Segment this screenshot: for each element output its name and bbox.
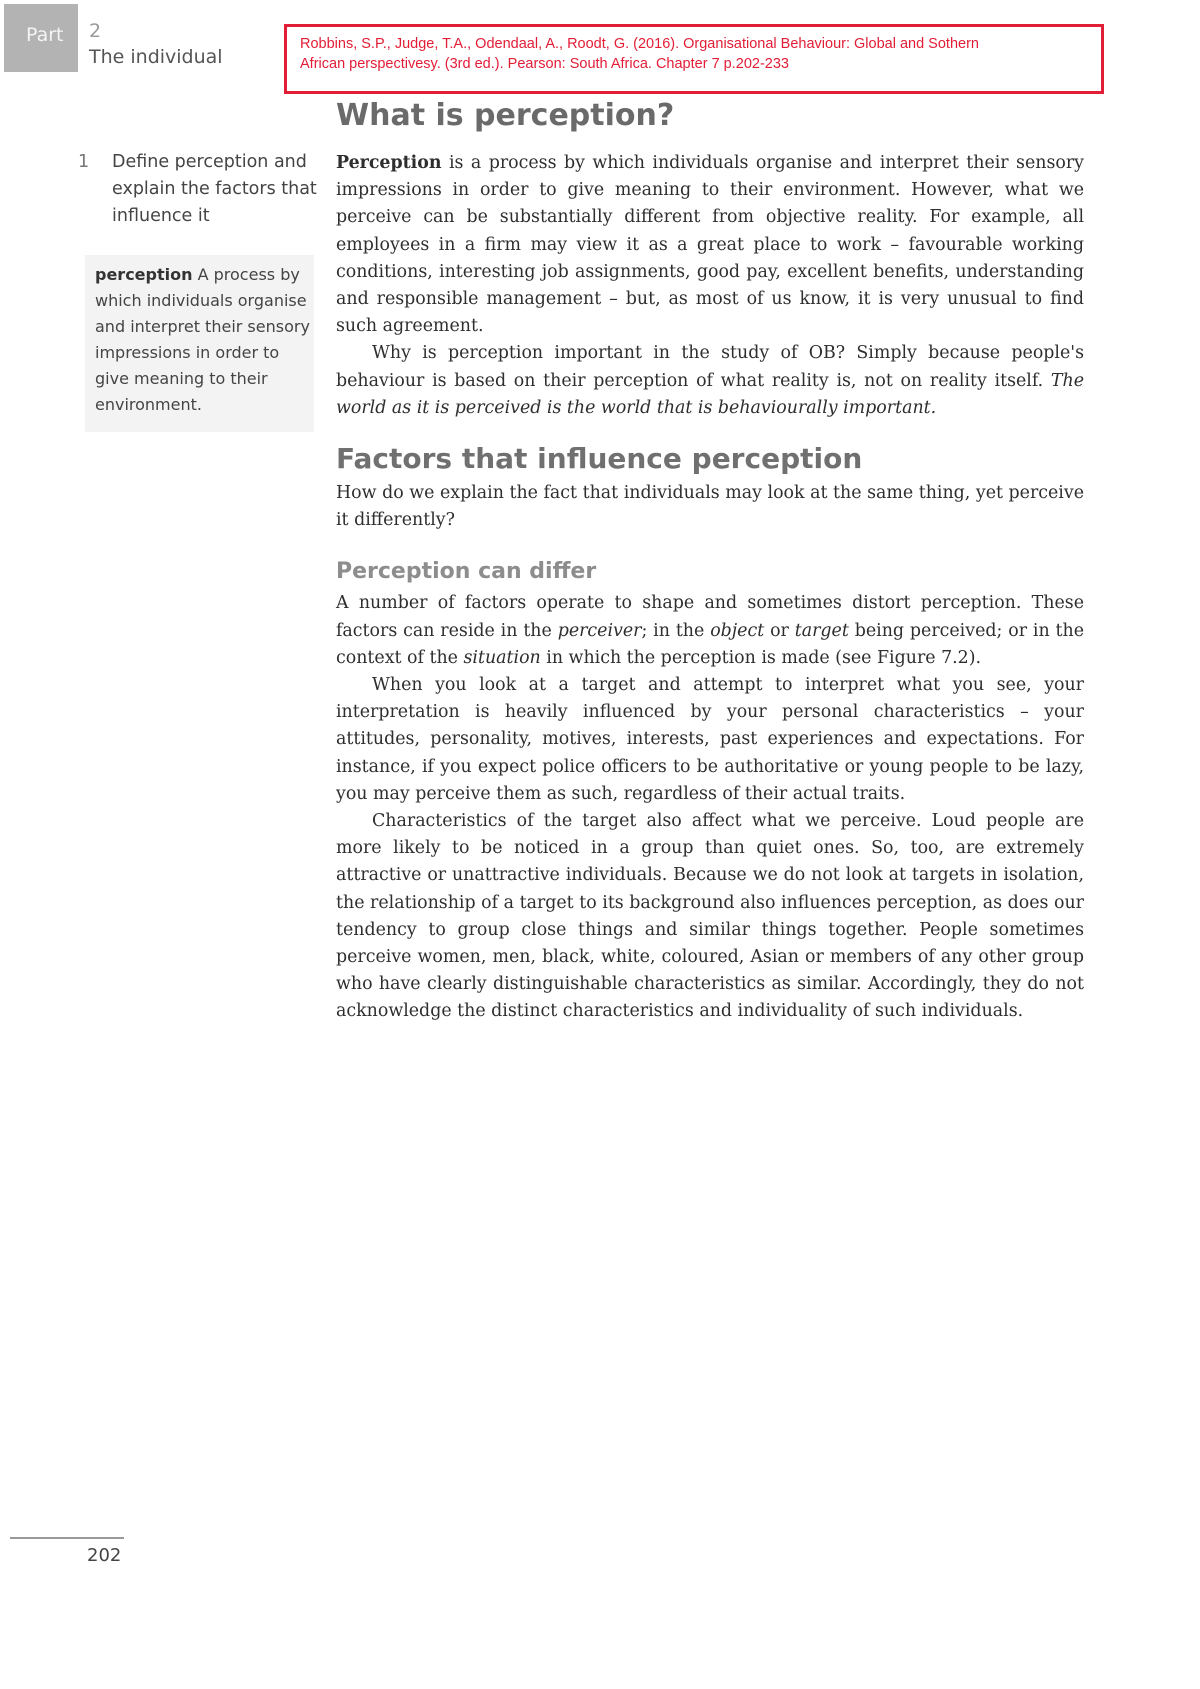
- paragraph: [336, 150, 1084, 340]
- key-term: Perception: [336, 153, 442, 173]
- italic-term-object: object: [710, 620, 765, 641]
- page-number: 202: [87, 1545, 122, 1566]
- glossary-definition: A process by which individuals organise and interpret their sensory impressions in order to give meaning to their environment.: [95, 265, 310, 414]
- part-title: The individual: [89, 46, 223, 68]
- paragraph: [336, 340, 1084, 422]
- italic-quote: The world as it is perceived is the world that is behaviourally important.: [336, 370, 1085, 418]
- paragraph-text: A number of factors operate to shape and sometimes distort perception. These factors can reside in the: [336, 593, 1084, 641]
- learning-objective: [78, 149, 318, 230]
- part-tab: [4, 4, 78, 72]
- paragraph-text: How do we explain the fact that individuals may look at the same thing, yet perceive it differently?: [336, 483, 1084, 531]
- paragraph-text: When you look at a target and attempt to interpret what you see, your interpretation is heavily influenced by your personal characteristics – your attitudes, personality, motives, interests, past experiences and expectations. For instance, if you expect police officers to be authoritative or young people to be lazy, you may perceive them as such, regardless of their actual traits.: [336, 675, 1084, 804]
- paragraph: [336, 590, 1084, 672]
- citation-box: [284, 24, 1104, 94]
- citation-line-2: African perspectivesy. (3rd ed.). Pearson: South Africa. Chapter 7 p.202-233: [300, 56, 789, 72]
- paragraph: [336, 672, 1084, 808]
- paragraph-text: Characteristics of the target also affect what we perceive. Loud people are more likely to be noticed in a group than quiet ones. So, too, are extremely attractive or unattractive individuals. Because we do not look at targets in isolation, the relationship of a target to its background also influences perception, as does our tendency to group close things and similar things together. People sometimes perceive women, men, black, white, coloured, Asian or members of any other group who have clearly distinguishable characteristics as similar. Accordingly, they do not acknowledge the distinct characteristics and individuality of such individuals.: [336, 811, 1084, 1022]
- paragraph-text: Why is perception important in the study of OB? Simply because people's behaviour is based on their perception of what reality is, not on reality itself.: [336, 343, 1084, 391]
- glossary-term: perception: [95, 265, 193, 284]
- paragraph: [336, 480, 1084, 534]
- objective-number: 1: [78, 152, 90, 172]
- italic-term-perceiver: perceiver: [557, 620, 642, 641]
- paragraph: [336, 808, 1084, 1026]
- paragraph-text: being perceived; or in the context of the: [336, 620, 1084, 668]
- citation-line-1: Robbins, S.P., Judge, T.A., Odendaal, A., Roodt, G. (2016). Organisational Behaviour: Global and Sothern: [300, 36, 979, 52]
- heading-factors: Factors that influence perception: [336, 442, 863, 476]
- paragraph-text: or: [770, 620, 789, 641]
- footer-rule: [10, 1537, 124, 1539]
- part-label: Part: [26, 24, 64, 46]
- italic-term-target: target: [794, 620, 849, 641]
- heading-what-is-perception: What is perception?: [336, 98, 675, 133]
- main-content: [336, 96, 1084, 1026]
- glossary-entry: [95, 262, 310, 418]
- paragraph-text: in which the perception is made (see Figure 7.2).: [546, 647, 982, 668]
- italic-term-situation: situation: [463, 647, 541, 668]
- paragraph-text: ; in the: [641, 620, 705, 641]
- objective-text: Define perception and explain the factors that influence it: [112, 152, 317, 226]
- heading-perception-can-differ: Perception can differ: [336, 559, 597, 585]
- paragraph-text: is a process by which individuals organise and interpret their sensory impressions in order to give meaning to their environment. However, what we perceive can be substantially different from objective reality. For example, all employees in a firm may view it as a great place to work – favourable working conditions, interesting job assignments, good pay, excellent benefits, understanding and responsible management – but, as most of us know, it is very unusual to find such agreement.: [336, 153, 1085, 337]
- part-number: 2: [89, 20, 102, 42]
